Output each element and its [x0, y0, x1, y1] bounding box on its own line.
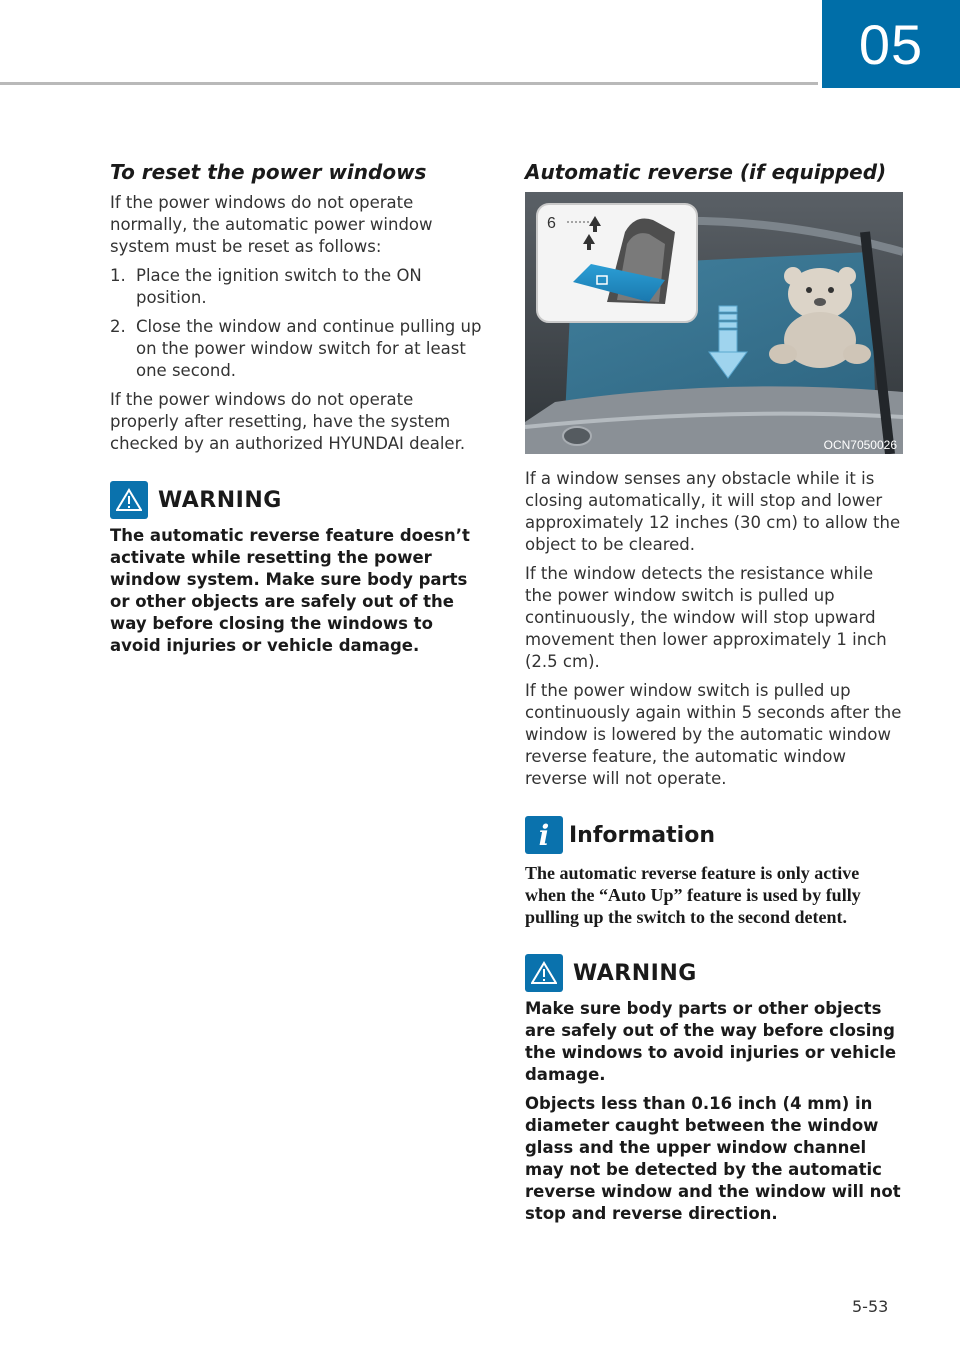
auto-reverse-paragraph: If the power window switch is pulled up continuously again within 5 seconds after the window is lowered by the automatic window reverse feature, the automatic window reverse will not operate. — [525, 681, 902, 788]
left-column — [110, 160, 482, 664]
section-title-reset: To reset the power windows — [110, 160, 427, 184]
step-number: 1. — [110, 266, 126, 285]
reset-after: If the power windows do not operate properly after resetting, have the system checked by an authorized HYUNDAI dealer. — [110, 390, 466, 453]
auto-reverse-paragraph: If a window senses any obstacle while it is closing automatically, it will stop and lower approximately 12 inches (30 cm) to allow the object to be cleared. — [525, 469, 901, 554]
information-heading — [525, 816, 903, 854]
warning-triangle-icon — [110, 481, 148, 519]
warning-text: Objects less than 0.16 inch (4 mm) in diameter caught between the window glass and the upper window channel may not be detected by the automatic reverse window and the window will not stop and reverse direction. — [525, 1094, 901, 1223]
switch-inset — [537, 204, 697, 322]
information-text: The automatic reverse feature is only active when the “Auto Up” feature is used by fully pulling up the switch to the second detent. — [525, 863, 861, 927]
auto-reverse-paragraph: If the window detects the resistance while the power window switch is pulled up continuously, the window will stop upward movement then lower approximately 1 inch (2.5 cm). — [525, 564, 887, 671]
header-rule — [0, 82, 818, 85]
page-number: 5-53 — [852, 1297, 889, 1316]
warning-heading — [525, 954, 903, 992]
warning-title: WARNING — [158, 487, 282, 513]
window-illustration — [525, 192, 903, 454]
section-title-auto-reverse: Automatic reverse (if equipped) — [525, 160, 887, 184]
step-number: 2. — [110, 317, 126, 336]
step-item — [110, 316, 482, 382]
reset-intro: If the power windows do not operate normally, the automatic power window system must be reset as follows: — [110, 193, 433, 256]
warning-text: The automatic reverse feature doesn’t activate while resetting the power window system. Make sure body parts or other objects are safely out of the way before closing the windows to avoid injuries or vehicle damage. — [110, 526, 470, 655]
door-window-drawing — [525, 192, 903, 454]
information-title: Information — [569, 822, 715, 848]
warning-title: WARNING — [573, 960, 697, 986]
step-item — [110, 265, 482, 309]
step-text: Place the ignition switch to the ON position. — [136, 266, 422, 307]
warning-text: Make sure body parts or other objects are safely out of the way before closing the windows to avoid injuries or vehicle damage. — [525, 999, 897, 1084]
warning-heading — [110, 481, 482, 519]
figure-label: 6 — [547, 215, 556, 232]
reset-steps — [110, 265, 482, 382]
step-text: Close the window and continue pulling up on the power window switch for at least one second. — [136, 317, 482, 380]
figure-code: OCN7050026 — [823, 438, 897, 452]
chapter-tab: 05 — [822, 0, 960, 88]
right-column — [525, 160, 903, 1232]
warning-triangle-icon — [525, 954, 563, 992]
information-icon: i — [525, 816, 563, 854]
